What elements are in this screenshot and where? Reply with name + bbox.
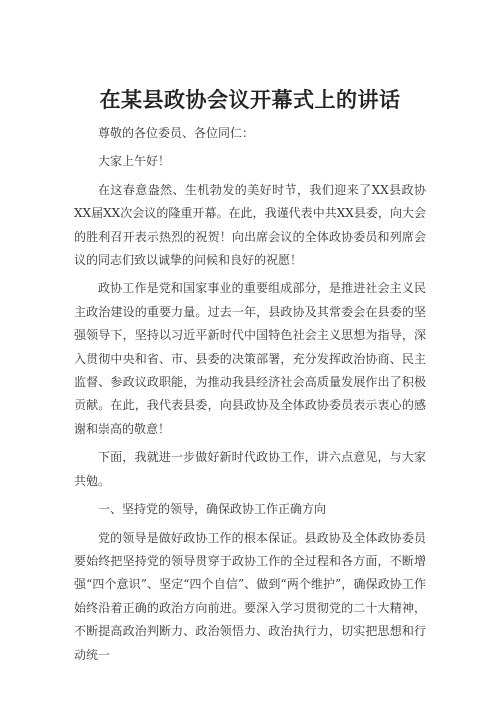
paragraph: 政协工作是党和国家事业的重要组成部分，是推进社会主义民主政治建设的重要力量。过去一年，县政协及其常委会在县委的坚强领导下，坚持以习近平新时代中国特色社会主义思想为指导，深入贯彻中央和省、市、县委的决策部署，充分发挥政治协商、民主监督、参政议政职能，为推动我县经济社会高质量发展作出了积极贡献。在此，我代表县委，向县政协及全体政协委员表示衷心的感谢和崇高的敬意！ xyxy=(74,281,426,436)
salutation: 尊敬的各位委员、各位同仁： xyxy=(98,126,255,140)
paragraph: 在这春意盎然、生机勃发的美好时节，我们迎来了XX县政协XX届XX次会议的隆重开幕。在此，我谨代表中共XX县委，向大会的胜利召开表示热烈的祝贺！向出席会议的全体政协委员和列席会议的同志们致以诚挚的问候和良好的祝愿！ xyxy=(74,182,426,268)
paragraph: 党的领导是做好政协工作的根本保证。县政协及全体政协委员要始终把坚持党的领导贯穿于政协工作的全过程和各方面，不断增强“四个意识”、坚定“四个自信”、做到“两个维护”，确保政协工作始终沿着正确的政治方向前进。要深入学习贯彻党的二十大精神，不断提高政治判断力、政治领悟力、政治执行力，切实把思想和行动统一 xyxy=(74,530,426,662)
section-heading: 一、坚持党的领导，确保政协工作正确方向 xyxy=(98,502,327,517)
paragraph: 下面，我就进一步做好新时代政协工作，讲六点意见，与大家共勉。 xyxy=(74,450,426,488)
greeting: 大家上午好！ xyxy=(98,154,171,169)
document-body xyxy=(74,122,426,672)
document-title: 在某县政协会议开幕式上的讲话 xyxy=(99,88,401,112)
